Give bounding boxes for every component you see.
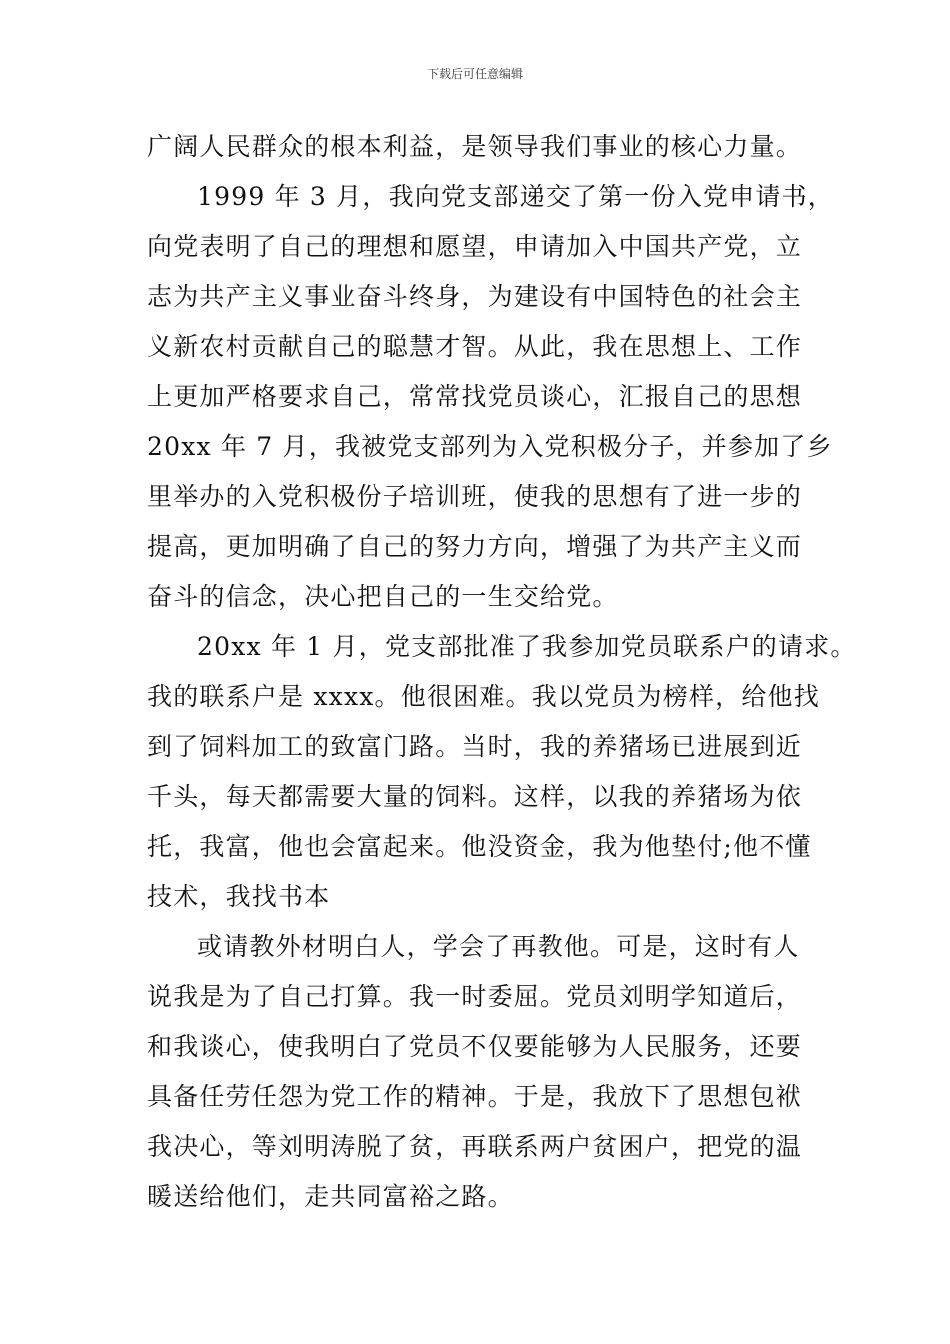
paragraph-start-line: 20xx 年 1 月，党支部批准了我参加党员联系户的请求。 [197,632,857,661]
text-line: 我的联系户是 xxxx。他很困难。我以党员为榜样，给他找 [147,682,820,711]
text-line: 志为共产主义事业奋斗终身，为建设有中国特色的社会主 [147,282,803,311]
text-line: 千头，每天都需要大量的饲料。这样，以我的养猪场为依 [147,782,803,811]
page-header-note: 下载后可任意编辑 [426,67,523,81]
text-line: 提高，更加明确了自己的努力方向，增强了为共产主义而 [147,532,803,561]
paragraph-start-line: 或请教外材明白人，学会了再教他。可是，这时有人 [197,932,800,961]
text-line: 暖送给他们，走共同富裕之路。 [147,1182,514,1211]
text-line: 20xx 年 7 月，我被党支部列为入党积极分子，并参加了乡 [147,432,833,461]
text-line: 我决心，等刘明涛脱了贫，再联系两户贫困户，把党的温 [147,1132,803,1161]
text-line: 技术，我找书本 [147,882,331,911]
text-line: 托，我富，他也会富起来。他没资金，我为他垫付;他不懂 [147,832,812,861]
document-body [147,122,857,1222]
text-line: 和我谈心，使我明白了党员不仅要能够为人民服务，还要 [147,1032,803,1061]
text-line: 广阔人民群众的根本利益，是领导我们事业的核心力量。 [147,132,803,161]
text-line: 到了饲料加工的致富门路。当时，我的养猪场已进展到近 [147,732,803,761]
text-line: 向党表明了自己的理想和愿望，申请加入中国共产党，立 [147,232,803,261]
text-line: 具备任劳任怨为党工作的精神。于是，我放下了思想包袱 [147,1082,803,1111]
paragraph-start-line: 1999 年 3 月，我向党支部递交了第一份入党申请书， [197,182,834,211]
text-line: 说我是为了自己打算。我一时委屈。党员刘明学知道后， [147,982,803,1011]
text-line: 上更加严格要求自己，常常找党员谈心，汇报自己的思想 [147,382,803,411]
text-line: 奋斗的信念，决心把自己的一生交给党。 [147,582,619,611]
text-line: 里举办的入党积极份子培训班，使我的思想有了进一步的 [147,482,803,511]
text-line: 义新农村贡献自己的聪慧才智。从此，我在思想上、工作 [147,332,803,361]
